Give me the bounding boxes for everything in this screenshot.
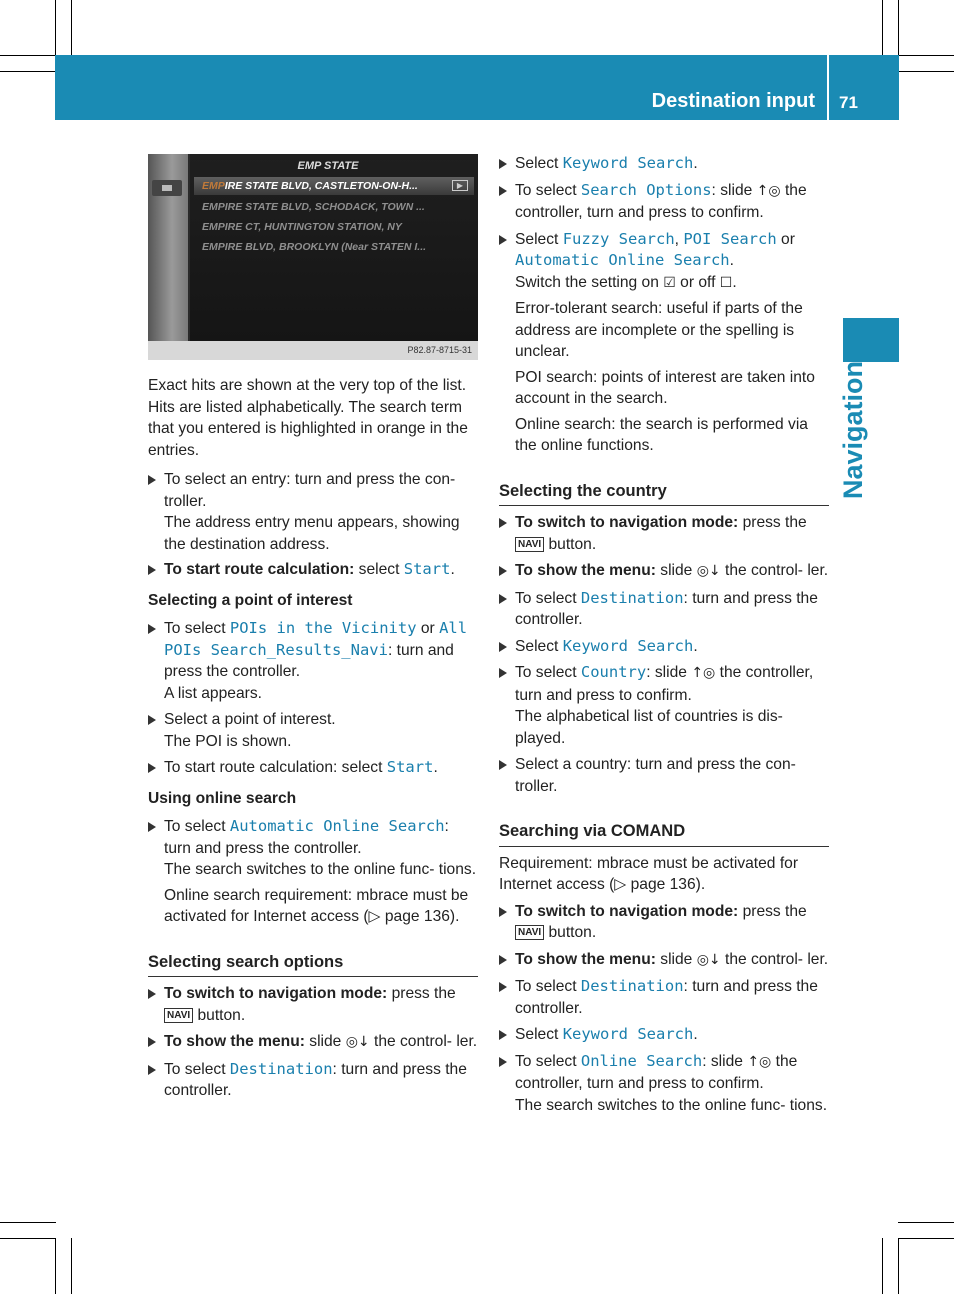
item-text-part: To select: [164, 620, 226, 637]
item-text-part: Select: [515, 230, 559, 248]
item-text-part: To select: [164, 818, 226, 835]
bullet-icon: [499, 982, 507, 992]
item-text-part: press the: [742, 514, 807, 531]
item-note: Error-tolerant search: useful if parts of the address are incomplete or the spelling is unclear.: [515, 300, 803, 360]
menu-item-online-search: Online Search: [580, 1051, 703, 1070]
item-bold: To show the menu:: [515, 950, 656, 968]
display-screenshot: [148, 154, 478, 360]
crop-mark: [55, 0, 56, 56]
menu-item-start: Start: [386, 758, 434, 776]
chapter-label: [833, 360, 873, 500]
crop-mark: [898, 1222, 954, 1223]
bullet-icon: [148, 1065, 156, 1075]
page-title: Destination input: [651, 90, 815, 112]
bullet-icon: [499, 642, 507, 652]
menu-item-start: Start: [403, 560, 451, 578]
item-text-part: : slide: [711, 181, 753, 199]
item-text: [164, 983, 478, 1026]
chapter-tab: [843, 318, 899, 362]
item-text: Select Keyword Search.: [515, 1025, 698, 1043]
list-item: [499, 901, 829, 944]
item-text: [164, 1059, 478, 1102]
item-bold: To switch to navigation mode:: [515, 902, 739, 920]
list-item: [499, 949, 829, 972]
row-rest: BLVD, CASTLETON-ON-H...: [278, 180, 418, 192]
checkbox-empty-icon: ☐: [719, 274, 733, 291]
bullet-icon: [499, 566, 507, 576]
list-item: [499, 512, 829, 555]
crop-mark: [71, 0, 72, 56]
bullet-icon: [148, 822, 156, 832]
item-text-part: To select: [515, 664, 577, 681]
intro-paragraph: Exact hits are shown at the very top of the list. Hits are listed alphabetically. The search term that you entered is highlighted in orange in the entries.: [148, 377, 468, 459]
list-item: [148, 618, 478, 704]
menu-item-destination: Destination: [580, 977, 684, 995]
item-text: [515, 662, 829, 706]
item-text: [515, 949, 829, 972]
item-result: The search switches to the online func- tions.: [164, 861, 477, 878]
item-text: [164, 816, 478, 859]
controller-slide-down-icon: ◎↓: [696, 563, 721, 579]
item-bold: To switch to navigation mode:: [164, 985, 388, 1002]
section-heading-country: Selecting the country: [499, 481, 829, 507]
item-text-part: the controller, turn and press to confirm.: [515, 1052, 798, 1092]
bullet-icon: [499, 760, 507, 770]
item-text-part: the control- ler.: [724, 950, 829, 968]
crop-mark: [882, 0, 883, 56]
item-text-part: the controller, turn and press to confirm.: [515, 181, 807, 221]
section-heading-comand: Searching via COMAND: [499, 821, 829, 847]
bullet-icon: [499, 1030, 507, 1040]
list-item: [148, 709, 478, 752]
item-text-part: Select: [515, 637, 559, 655]
item-text-part: slide: [660, 562, 693, 579]
item-text-part: : slide: [646, 664, 687, 681]
item-text-part: slide: [660, 950, 693, 968]
list-item: [499, 976, 829, 1019]
item-text: [515, 180, 829, 224]
figure-id: P82.87-8715-31: [148, 341, 478, 360]
chapter-label-text: Navigation: [838, 360, 868, 500]
menu-item-all-pois: All POIs Search_Results_Navi: [164, 619, 468, 659]
page-header: [55, 55, 899, 120]
list-item: [499, 229, 829, 457]
item-text: [515, 1051, 829, 1095]
section-heading-search-options: Selecting search options: [148, 952, 478, 978]
crop-mark: [0, 71, 56, 72]
item-text: Select Keyword Search.: [515, 636, 698, 655]
controller-slide-up-icon: ↑◎: [691, 665, 716, 681]
item-text: [515, 588, 829, 631]
crop-mark: [0, 1238, 56, 1239]
item-bold: To switch to navigation mode:: [515, 514, 739, 531]
item-text-part: or: [420, 620, 435, 637]
controller-slide-down-icon: ◎↓: [345, 1034, 370, 1050]
list-item: [499, 153, 829, 175]
bullet-icon: [148, 475, 156, 485]
bullet-icon: [499, 1057, 507, 1067]
item-text-part: the control- ler.: [373, 1033, 478, 1050]
menu-item-automatic-online-search: Automatic Online Search: [515, 251, 730, 269]
item-text: [164, 1031, 478, 1054]
item-text-part: or: [781, 230, 795, 248]
item-bold: To show the menu:: [164, 1033, 305, 1050]
menu-item-country: Country: [580, 663, 647, 681]
item-text: Select a country: turn and press the con- troller.: [515, 756, 796, 795]
controller-slide-up-icon: ↑◎: [747, 1053, 772, 1070]
list-item: [499, 1051, 829, 1117]
bullet-icon: [499, 186, 507, 196]
list-item: [499, 1024, 829, 1046]
item-text: [515, 976, 829, 1019]
item-result: The alphabetical list of countries is dis- played.: [515, 708, 783, 747]
item-text-part: select: [358, 561, 400, 578]
list-item: [148, 757, 478, 779]
item-text-part: To start route calculation: select: [164, 759, 383, 776]
list-item: [148, 816, 478, 928]
bullet-icon: [148, 989, 156, 999]
subheading-poi: Selecting a point of interest: [148, 591, 353, 609]
controller-slide-down-icon: ◎↓: [696, 951, 721, 968]
bullet-icon: [499, 907, 507, 917]
item-text-part: : turn and press the controller.: [164, 1060, 467, 1099]
list-item: [499, 754, 829, 797]
crop-mark: [0, 1222, 56, 1223]
item-text-part: To select: [515, 1052, 577, 1070]
list-item: [148, 983, 478, 1026]
item-text-part: the controller, turn and press to confirm.: [515, 664, 814, 704]
item-result: A list appears.: [164, 684, 262, 702]
item-note: Online search: the search is performed via the online functions.: [515, 415, 808, 454]
bullet-icon: [499, 235, 507, 245]
item-text-part: Select: [515, 155, 559, 172]
list-item: [499, 588, 829, 631]
item-text-part: button.: [197, 1006, 246, 1024]
item-text: [164, 618, 478, 683]
navi-key-icon: NAVI: [515, 925, 544, 940]
item-text: To start route calculation: select Start.: [164, 758, 438, 776]
item-result: The address entry menu appears, showing the destination address.: [164, 514, 460, 553]
item-text-part: : slide: [702, 1052, 743, 1070]
item-result: Switch the setting on ☑ or off ☐.: [515, 273, 737, 291]
bullet-icon: [148, 1037, 156, 1047]
bullet-icon: [148, 565, 156, 575]
crop-mark: [898, 55, 954, 56]
item-text: Select Fuzzy Search, POI Search or Automatic Online Search.: [515, 229, 795, 269]
list-item: [499, 180, 829, 224]
screenshot-back-icon: [152, 180, 182, 196]
bullet-icon: [499, 159, 507, 169]
controller-slide-up-icon: ↑◎: [756, 182, 781, 199]
item-bold: To start route calculation:: [164, 561, 355, 578]
list-item: [499, 560, 829, 583]
crop-mark: [898, 1238, 899, 1294]
item-text-part: or off: [680, 273, 716, 291]
menu-item-keyword-search: Keyword Search: [562, 636, 694, 655]
requirement-paragraph: Requirement: mbrace must be activated for Internet access (▷ page 136).: [499, 854, 799, 893]
menu-item-keyword-search: Keyword Search: [562, 1025, 694, 1043]
bullet-icon: [499, 518, 507, 528]
item-text-part: the control- ler.: [724, 562, 829, 579]
checkbox-checked-icon: ☑: [663, 274, 676, 291]
list-item: [499, 636, 829, 658]
list-item: [148, 469, 478, 555]
item-text: To start route calculation: select Start.: [164, 560, 455, 578]
item-text-part: button.: [548, 535, 597, 553]
crop-mark: [55, 1238, 56, 1294]
menu-item-destination: Destination: [580, 588, 684, 607]
item-text: Select a point of interest.: [164, 711, 336, 728]
crop-mark: [71, 1238, 72, 1294]
screenshot-row-selected: [194, 177, 474, 195]
item-text-part: button.: [548, 924, 597, 941]
item-result: The POI is shown.: [164, 732, 292, 750]
page-number: 71: [839, 93, 858, 112]
list-item: [148, 559, 478, 581]
item-text-part: Select: [515, 1026, 559, 1043]
crop-mark: [898, 0, 899, 56]
item-text-part: To select: [515, 589, 577, 607]
item-bold: To show the menu:: [515, 562, 656, 579]
item-text-part: Switch the setting on: [515, 273, 659, 291]
item-text-part: press the: [391, 985, 456, 1002]
item-text-part: : turn and press the controller.: [515, 978, 818, 1017]
menu-item-pois-vicinity: POIs in the Vicinity: [229, 619, 417, 637]
subheading-online: Using online search: [148, 789, 297, 807]
menu-item-destination: Destination: [229, 1059, 333, 1078]
item-note: Online search requirement: mbrace must be activated for Internet access (▷ page 136).: [164, 886, 469, 925]
item-text-part: : turn and press the controller.: [515, 589, 818, 628]
screenshot-list: [190, 154, 478, 341]
item-note: POI search: points of interest are taken into account in the search.: [515, 368, 815, 407]
item-text: To select an entry: turn and press the con- troller.: [164, 471, 456, 510]
screenshot-row: EMPIRE STATE BLVD, SCHODACK, TOWN ...: [202, 201, 425, 213]
menu-item-keyword-search: Keyword Search: [562, 154, 694, 172]
item-text-part: : turn and press the controller.: [164, 818, 449, 857]
arrow-right-icon: ▶: [452, 180, 468, 191]
menu-item-fuzzy-search: Fuzzy Search: [562, 229, 675, 248]
screenshot-row: EMPIRE BLVD, BROOKLYN (Near STATEN I...: [202, 241, 427, 253]
menu-item-automatic-online-search: Automatic Online Search: [229, 817, 445, 835]
bullet-icon: [148, 763, 156, 773]
bullet-icon: [148, 715, 156, 725]
crop-mark: [0, 55, 56, 56]
item-text-part: slide: [309, 1033, 342, 1050]
item-text-part: To select: [164, 1060, 226, 1078]
menu-item-search-options: Search Options: [580, 180, 712, 199]
bullet-icon: [499, 594, 507, 604]
menu-item-poi-search: POI Search: [683, 229, 777, 248]
item-text: [515, 512, 829, 555]
item-text: [515, 901, 829, 944]
row-mid: IRE STATE: [224, 180, 279, 192]
highlight-text: EMP: [202, 180, 225, 192]
crop-mark: [898, 71, 954, 72]
item-text: [515, 560, 829, 583]
screenshot-row: EMPIRE CT, HUNTINGTON STATION, NY: [202, 221, 402, 233]
item-result: The search switches to the online func- tions.: [515, 1096, 828, 1114]
screenshot-search-term: EMP STATE: [297, 160, 359, 172]
bullet-icon: [148, 624, 156, 634]
bullet-icon: [499, 955, 507, 965]
bullet-icon: [499, 668, 507, 678]
screenshot-sidebar: [148, 154, 188, 341]
item-text-part: : turn and press the controller.: [164, 641, 454, 680]
item-text: Select Keyword Search.: [515, 154, 698, 172]
item-text-part: To select: [515, 978, 577, 995]
navi-key-icon: NAVI: [164, 1008, 193, 1023]
list-item: [148, 1031, 478, 1054]
item-text-part: To select: [515, 181, 577, 199]
item-text-part: press the: [742, 902, 807, 920]
navi-key-icon: NAVI: [515, 537, 544, 552]
list-item: [499, 662, 829, 749]
left-column: [148, 150, 478, 1102]
header-divider: [827, 55, 829, 120]
list-item: [148, 1059, 478, 1102]
right-column: [499, 150, 829, 1116]
crop-mark: [882, 1238, 883, 1294]
crop-mark: [898, 1238, 954, 1239]
